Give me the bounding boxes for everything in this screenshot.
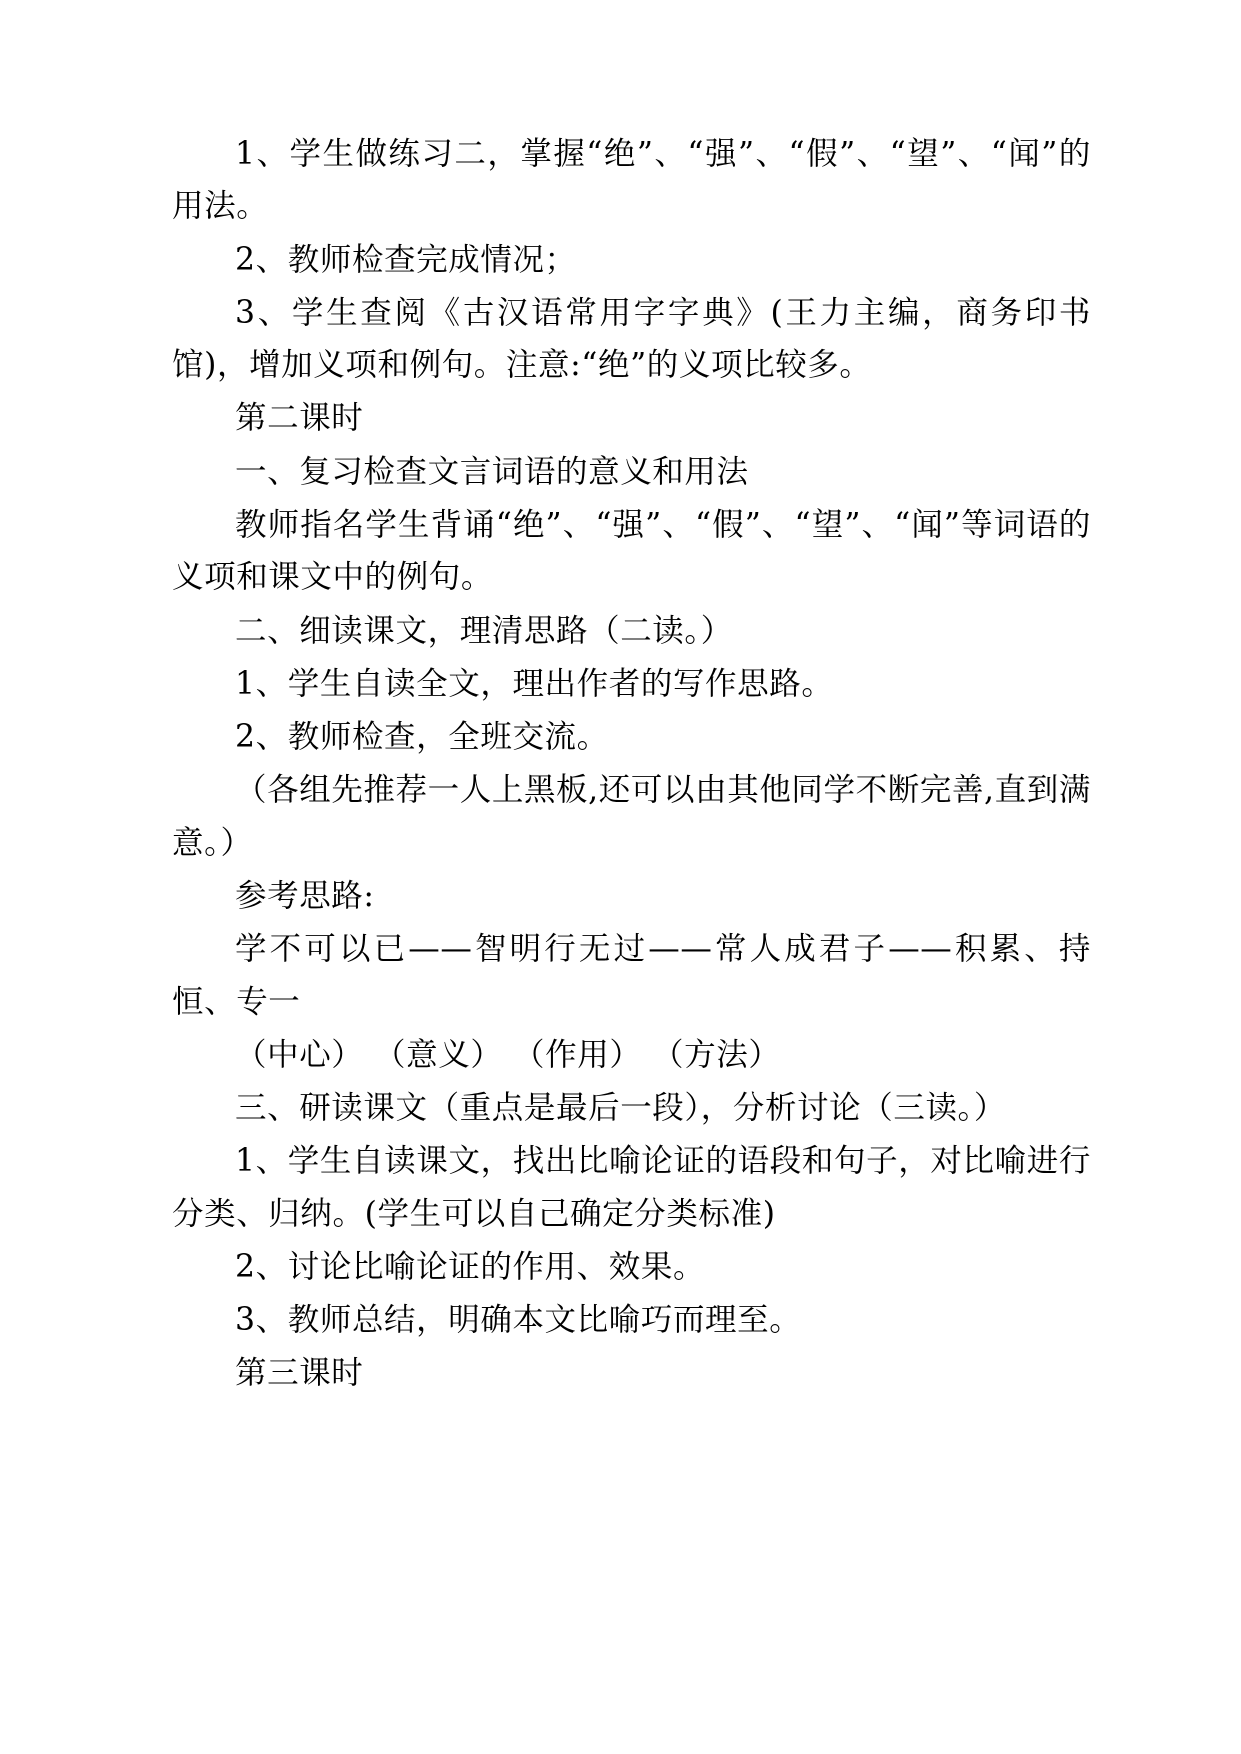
paragraph: 1、学生自读全文，理出作者的写作思路。 (235, 665, 834, 702)
paragraph: 2、讨论比喻论证的作用、效果。 (235, 1248, 706, 1285)
paragraph: 三、研读课文（重点是最后一段），分析讨论（三读。） (235, 1090, 1007, 1127)
paragraph: 教师指名学生背诵“绝”、“强”、“假”、“望”、“闻”等词语的义项和课文中的例句。 (172, 506, 1091, 596)
paragraph: 3、学生查阅《古汉语常用字字典》(王力主编，商务印书馆)，增加义项和例句。注意:“绝”的义项比较多。 (172, 294, 1091, 384)
paragraph: 第三课时 (235, 1355, 364, 1392)
paragraph: 第二课时 (235, 400, 364, 437)
paragraph: （各组先推荐一人上黑板,还可以由其他同学不断完善,直到满意。） (172, 772, 1091, 861)
paragraph: 学不可以已——智明行无过——常人成君子——积累、持恒、专一 (172, 931, 1091, 1020)
paragraph: （中心） （意义） （作用） （方法） (235, 1036, 781, 1073)
paragraph: 2、教师检查，全班交流。 (235, 719, 609, 756)
paragraph: 1、学生做练习二，掌握“绝”、“强”、“假”、“望”、“闻”的用法。 (172, 136, 1091, 225)
document-body (172, 128, 1091, 1400)
paragraph: 2、教师检查完成情况； (235, 241, 577, 278)
paragraph: 1、学生自读课文，找出比喻论证的语段和句子，对比喻进行分类、归纳。(学生可以自己确定分类标准) (172, 1143, 1091, 1232)
paragraph: 二、细读课文，理清思路（二读。） (235, 612, 733, 649)
paragraph: 一、复习检查文言词语的意义和用法 (235, 453, 749, 490)
paragraph: 3、教师总结，明确本文比喻巧而理至。 (235, 1302, 802, 1339)
paragraph: 参考思路: (235, 877, 375, 914)
